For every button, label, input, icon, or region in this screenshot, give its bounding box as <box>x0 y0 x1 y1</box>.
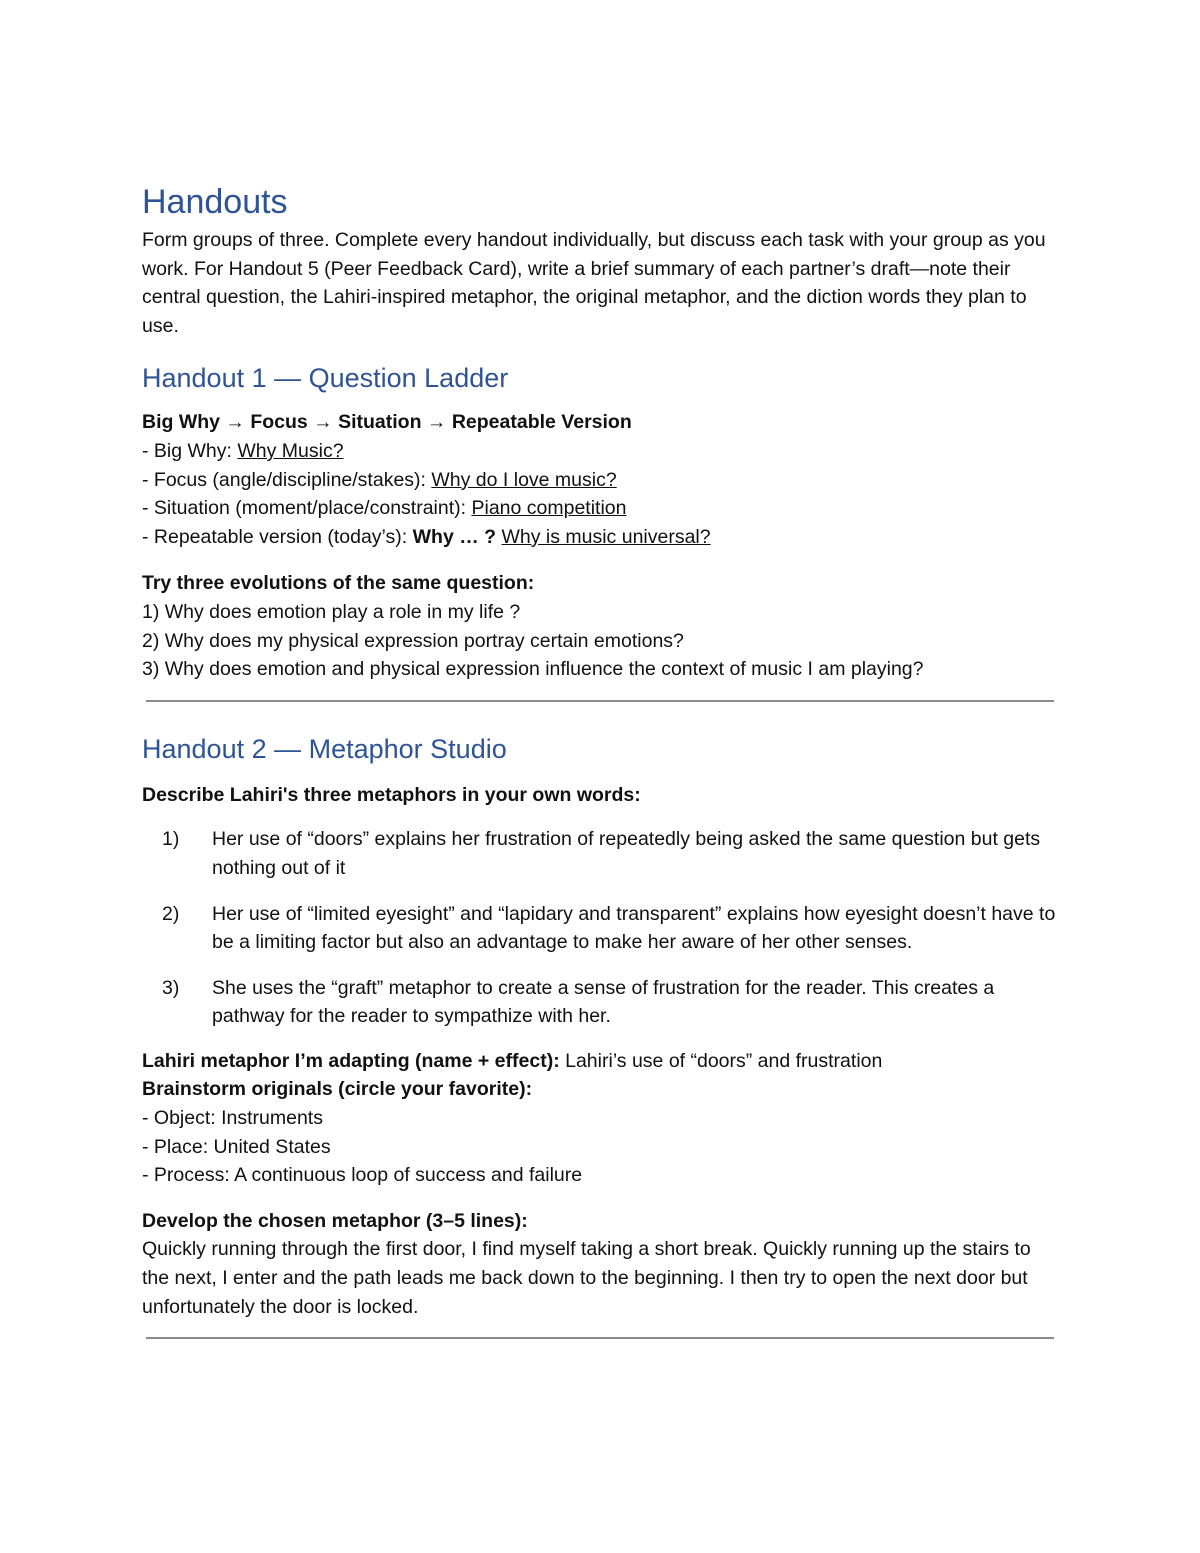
ladder-answer: Piano competition <box>471 497 627 520</box>
list-item <box>142 900 1057 957</box>
ladder-why-prompt: Why … ? <box>412 525 497 548</box>
develop-text: Quickly running through the first door, I find myself taking a short break. Quickly running up the stairs to the next, I enter and the path leads me back down to the beginning. I then try to open the next door but unfortunately the door is locked. <box>142 1238 1031 1318</box>
adapting-label: Lahiri metaphor I’m adapting (name + effect): <box>142 1049 560 1072</box>
section-divider <box>146 1337 1054 1339</box>
adapting-line <box>142 1047 1057 1076</box>
develop-title: Develop the chosen metaphor (3–5 lines): <box>142 1209 528 1232</box>
list-item-number: 2) <box>162 902 180 925</box>
list-item <box>142 974 1057 1031</box>
brainstorm-title: Brainstorm originals (circle your favorite): <box>142 1078 533 1101</box>
ladder-row-big-why <box>142 437 1057 466</box>
list-item <box>142 825 1057 882</box>
ladder-row-focus <box>142 466 1057 495</box>
section-divider <box>146 700 1054 702</box>
ladder-title: Big Why → Focus → Situation → Repeatable Version <box>142 411 632 434</box>
handout-2-heading: Handout 2 — Metaphor Studio <box>142 733 507 764</box>
brainstorm-item: - Process: A continuous loop of success and failure <box>142 1164 583 1187</box>
ladder-answer: Why Music? <box>237 439 344 462</box>
metaphor-list <box>142 825 1057 1031</box>
brainstorm-item: - Place: United States <box>142 1135 331 1158</box>
brainstorm-block <box>142 1047 1057 1190</box>
question-ladder <box>142 408 1057 551</box>
page-title: Handouts <box>142 183 288 221</box>
evolution-item: 3) Why does emotion and physical expression influence the context of music I am playing? <box>142 658 924 681</box>
adapting-value: Lahiri’s use of “doors” and frustration <box>559 1049 883 1072</box>
ladder-label: - Situation (moment/place/constraint): <box>142 497 472 520</box>
list-item-text: Her use of “limited eyesight” and “lapidary and transparent” explains how eyesight doesn’t have to be a limiting factor but also an advantage to make her aware of her other senses. <box>212 902 1056 954</box>
document-page <box>142 180 1057 1339</box>
ladder-answer: Why is music universal? <box>501 525 711 548</box>
evolutions-title: Try three evolutions of the same question: <box>142 572 535 595</box>
list-item-number: 3) <box>162 976 180 999</box>
intro-paragraph: Form groups of three. Complete every handout individually, but discuss each task with your group as you work. For Handout 5 (Peer Feedback Card), write a brief summary of each partner’s draft—note their central question, the Lahiri-inspired metaphor, the original metaphor, and the diction words they plan to use. <box>142 229 1046 337</box>
evolutions-block <box>142 569 1057 683</box>
ladder-answer: Why do I love music? <box>431 468 617 491</box>
ladder-label: - Focus (angle/discipline/stakes): <box>142 468 432 491</box>
list-item-text: Her use of “doors” explains her frustration of repeatedly being asked the same question but gets nothing out of it <box>212 828 1041 879</box>
describe-title: Describe Lahiri's three metaphors in your own words: <box>142 783 641 806</box>
ladder-row-situation <box>142 494 1057 523</box>
evolution-item: 1) Why does emotion play a role in my life ? <box>142 600 521 623</box>
brainstorm-item: - Object: Instruments <box>142 1107 323 1130</box>
ladder-label: - Big Why: <box>142 439 238 462</box>
ladder-label: - Repeatable version (today’s): <box>142 525 413 548</box>
handout-1-heading: Handout 1 — Question Ladder <box>142 363 509 394</box>
ladder-row-repeatable <box>142 523 1057 552</box>
develop-block <box>142 1207 1057 1321</box>
list-item-text: She uses the “graft” metaphor to create a sense of frustration for the reader. This creates a pathway for the reader to sympathize with her. <box>212 976 995 1028</box>
evolution-item: 2) Why does my physical expression portray certain emotions? <box>142 629 684 652</box>
list-item-number: 1) <box>162 828 180 851</box>
